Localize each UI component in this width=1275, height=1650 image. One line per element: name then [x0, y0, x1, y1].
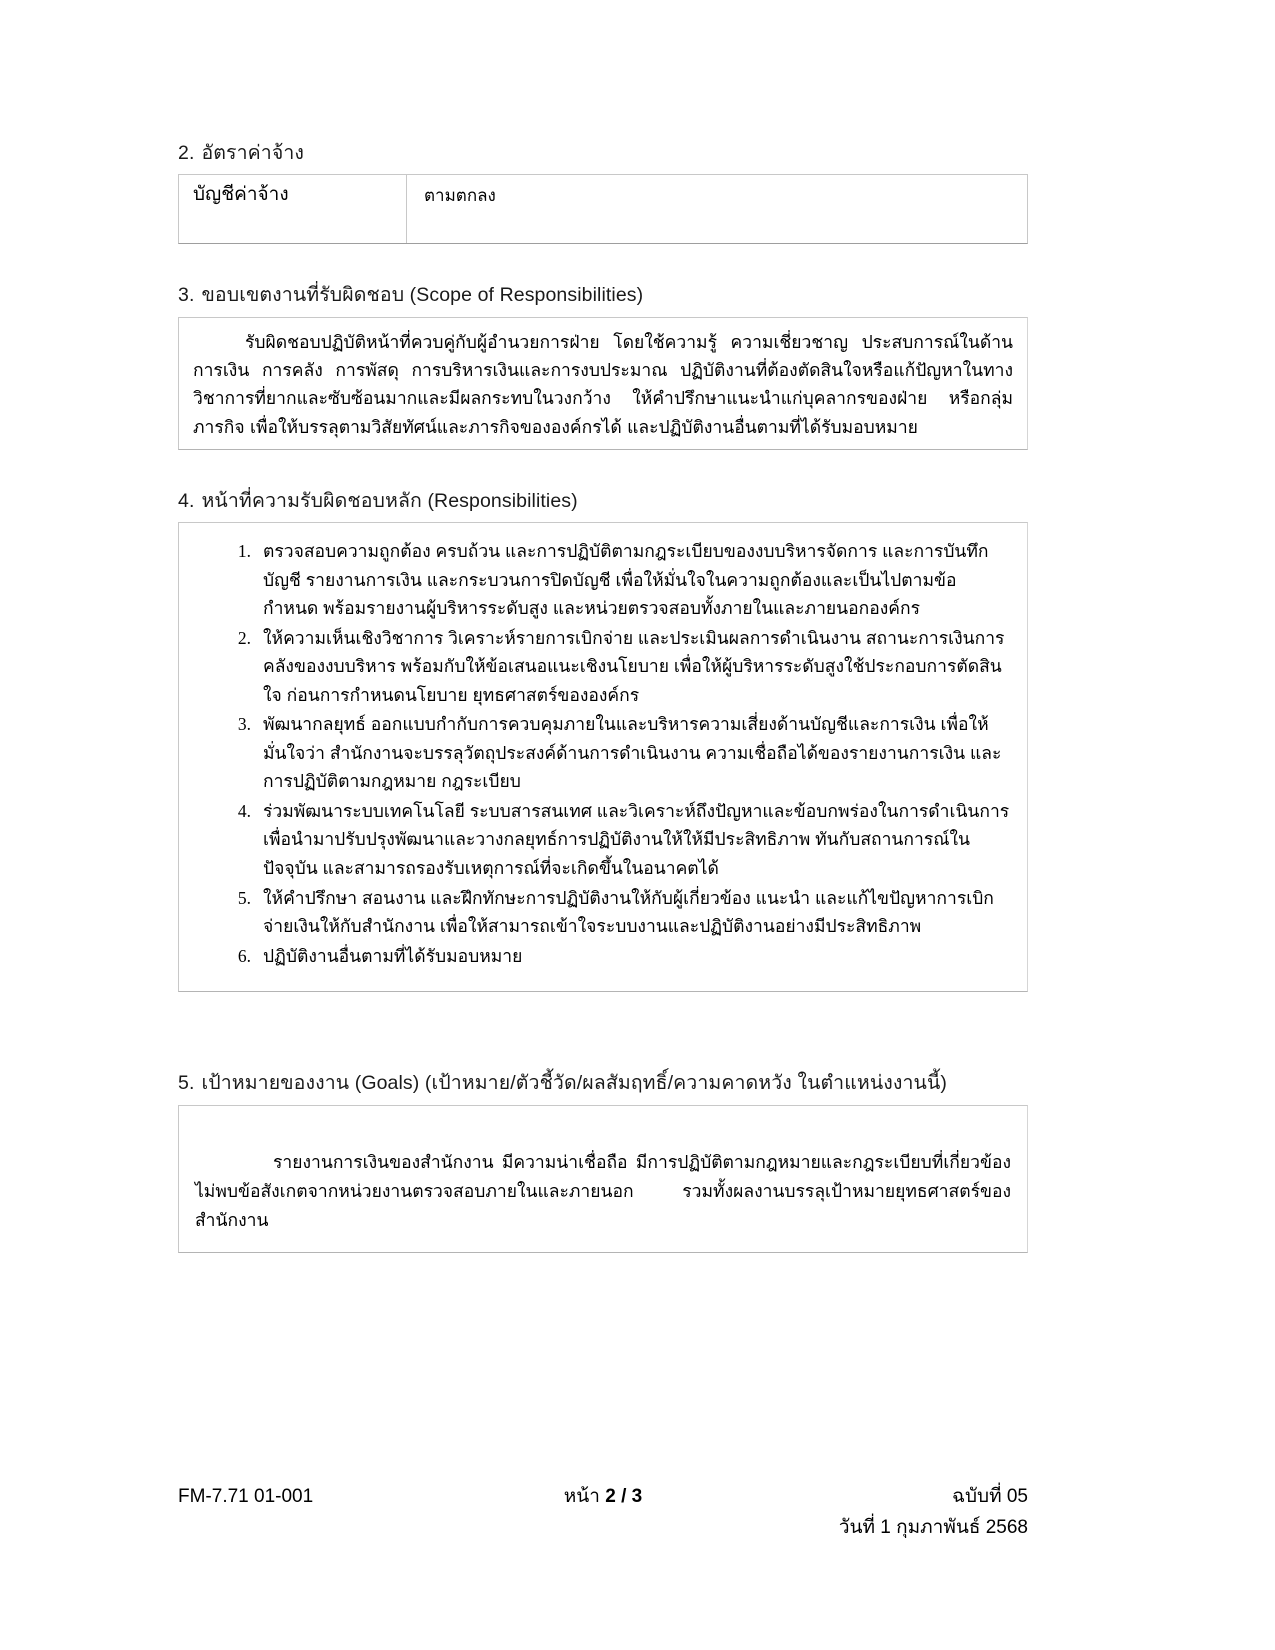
document-content [178, 140, 1028, 1253]
footer-page-number: 2 / 3 [605, 1486, 643, 1507]
list-item: ให้ความเห็นเชิงวิชาการ วิเคราะห์รายการเบิกจ่าย และประเมินผลการดำเนินงาน สถานะการเงินการคลังของงบบริหาร พร้อมกับให้ข้อเสนอแนะเชิงนโยบาย เพื่อให้ผู้บริหารระดับสูงใช้ประกอบการตัดสินใจ ก่อนการกำหนดนโยบาย ยุทธศาสตร์ขององค์กร [263, 627, 1005, 705]
section-4-heading [178, 488, 1028, 514]
scope-of-responsibilities-box [178, 317, 1028, 450]
list-item: ร่วมพัฒนาระบบเทคโนโลยี ระบบสารสนเทศ และวิเคราะห์ถึงปัญหาและข้อบกพร่องในการดำเนินการ เพื่อนำมาปรับปรุงพัฒนาและวางกลยุทธ์การปฏิบัติงานให้ให้มีประสิทธิภาพ ทันกับสถานการณ์ในปัจจุบัน และสามารถรองรับเหตุการณ์ที่จะเกิดขึ้นในอนาคตได้ [263, 800, 1010, 878]
section-4-title: หน้าที่ความรับผิดชอบหลัก (Responsibilities) [201, 490, 578, 512]
section-3-number: 3. [178, 284, 195, 307]
page-footer [178, 1482, 1028, 1543]
list-item: ตรวจสอบความถูกต้อง ครบถ้วน และการปฏิบัติตามกฎระเบียบของงบบริหารจัดการ และการบันทึกบัญชี รายงานการเงิน และกระบวนการปิดบัญชี เพื่อให้มั่นใจในความถูกต้องและเป็นไปตามข้อกำหนด พร้อมรายงานผู้บริหารระดับสูง และหน่วยตรวจสอบทั้งภายในและภายนอกองค์กร [263, 541, 989, 619]
section-3-heading [178, 282, 1028, 308]
section-2-title: อัตราค่าจ้าง [201, 142, 305, 164]
wage-account-label: บัญชีค่าจ้าง [179, 175, 407, 243]
responsibilities-box [178, 522, 1028, 992]
section-5-number: 5. [178, 1072, 195, 1095]
section-5-heading [178, 1070, 1028, 1096]
wage-rate-table [178, 174, 1028, 244]
list-item: ให้คำปรึกษา สอนงาน และฝึกทักษะการปฏิบัติงานให้กับผู้เกี่ยวข้อง แนะนำ และแก้ไขปัญหาการเบิกจ่ายเงินให้กับสำนักงาน เพื่อให้สามารถเข้าใจระบบงานและปฏิบัติงานอย่างมีประสิทธิภาพ [263, 887, 994, 937]
footer-form-code: FM-7.71 01-001 [178, 1486, 314, 1507]
goals-paragraph: รายงานการเงินของสำนักงาน มีความน่าเชื่อถือ มีการปฏิบัติตามกฎหมายและกฎระเบียบที่เกี่ยวข้อง ไม่พบข้อสังเกตจากหน่วยงานตรวจสอบภายในและภายนอก รวมทั้งผลงานบรรลุเป้าหมายยุทธศาสตร์ของสำนักงาน [195, 1151, 1011, 1230]
section-5-title: เป้าหมายของงาน (Goals) (เป้าหมาย/ตัวชี้วัด/ผลสัมฤทธิ์/ความคาดหวัง ในตำแหน่งงานนี้) [201, 1072, 948, 1095]
footer-revision: ฉบับที่ 05 [952, 1486, 1028, 1507]
footer-main-row [178, 1482, 1028, 1511]
section-3-title: ขอบเขตงานที่รับผิดชอบ (Scope of Responsibilities) [201, 284, 644, 307]
responsibilities-list [195, 537, 1011, 970]
footer-page-indicator [478, 1482, 728, 1511]
footer-date-row [178, 1513, 1028, 1542]
footer-date: วันที่ 1 กุมภาพันธ์ 2568 [838, 1517, 1028, 1539]
list-item: พัฒนากลยุทธ์ ออกแบบกำกับการควบคุมภายในและบริหารความเสี่ยงด้านบัญชีและการเงิน เพื่อให้มั่นใจว่า สำนักงานจะบรรลุวัตถุประสงค์ด้านการดำเนินงาน ความเชื่อถือได้ของรายงานการเงิน และการปฏิบัติตามกฎหมาย กฎระเบียบ [263, 714, 1002, 792]
wage-account-value: ตามตกลง [424, 186, 496, 206]
section-2-number: 2. [178, 142, 195, 164]
section-4-number: 4. [178, 490, 195, 512]
scope-paragraph: รับผิดชอบปฏิบัติหน้าที่ควบคู่กับผู้อำนวยการฝ่าย โดยใช้ความรู้ ความเชี่ยวชาญ ประสบการณ์ในด้านการเงิน การคลัง การพัสดุ การบริหารเงินและการงบประมาณ ปฏิบัติงานที่ต้องตัดสินใจหรือแก้ปัญหาในทางวิชาการที่ยากและซับซ้อนมากและมีผลกระทบในวงกว้าง ให้คำปรึกษาแนะนำแก่บุคลากรของฝ่าย หรือกลุ่มภารกิจ เพื่อให้บรรลุตามวิสัยทัศน์และภารกิจขององค์กรได้ และปฏิบัติงานอื่นตามที่ได้รับมอบหมาย [193, 331, 1013, 437]
section-2-heading [178, 140, 1028, 166]
goals-box [178, 1105, 1028, 1253]
footer-page-prefix: หน้า [563, 1486, 600, 1507]
list-item: ปฏิบัติงานอื่นตามที่ได้รับมอบหมาย [263, 945, 523, 966]
